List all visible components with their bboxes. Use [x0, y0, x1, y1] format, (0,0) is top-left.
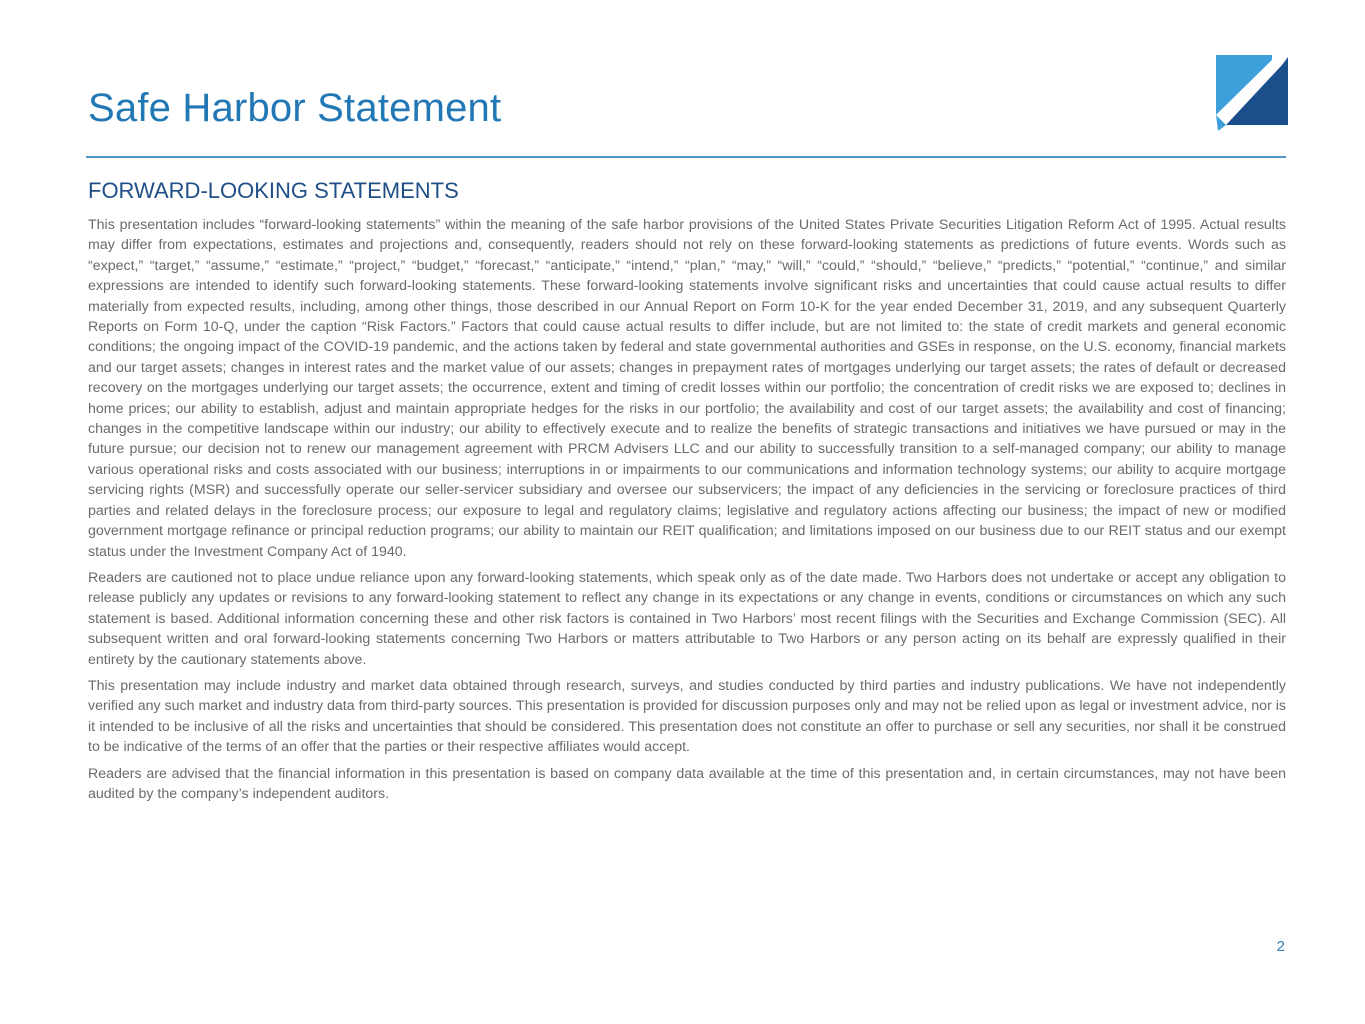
page-number: 2 — [1276, 938, 1285, 955]
section-heading: FORWARD-LOOKING STATEMENTS — [88, 178, 459, 203]
two-harbors-logo-icon — [1216, 55, 1288, 131]
title-divider — [86, 156, 1286, 158]
paragraph-caution: Readers are cautioned not to place undue reliance upon any forward-looking statements, which speak only as of the date made. Two Harbors does not undertake or accept any obligation to release publicly any updates or revisions to any forward-looking statement to reflect any change in its expectations or any change in events, conditions or circumstances on which any such statement is based. Additional information concerning these and other risk factors is contained in Two Harbors’ most recent filings with the Securities and Exchange Commission (SEC). All subsequent written and oral forward-looking statements concerning Two Harbors or matters attributable to Two Harbors or any person acting on its behalf are expressly qualified in their entirety by the cautionary statements above. — [88, 569, 1286, 668]
paragraph-industry-data: This presentation may include industry and market data obtained through research, surveys, and studies conducted by third parties and industry publications. We have not independently verified any such market and industry data from third-party sources. This presentation is provided for discussion purposes only and may not be relied upon as legal or investment advice, nor is it intended to be inclusive of all the risks and uncertainties that should be considered. This presentation does not constitute an offer to purchase or sell any securities, nor shall it be construed to be indicative of the terms of an offer that the parties or their respective affiliates would accept. — [88, 677, 1286, 756]
paragraph-financial-info: Readers are advised that the financial information in this presentation is based on company data available at the time of this presentation and, in certain circumstances, may not have been audited by the company’s independent auditors. — [88, 765, 1286, 802]
body-text — [88, 215, 1286, 810]
paragraph-forward-looking: This presentation includes “forward-looking statements” within the meaning of the safe harbor provisions of the United States Private Securities Litigation Reform Act of 1995. Actual results may differ from expectations, estimates and projections and, consequently, readers should not rely on these forward-looking statements as predictions of future events. Words such as “expect,” “target,” “assume,” “estimate,” “project,” “budget,” “forecast,” “anticipate,” “intend,” “plan,” “may,” “will,” “could,” “should,” “believe,” “predicts,” “potential,” “continue,” and similar expressions are intended to identify such forward-looking statements. These forward-looking statements involve significant risks and uncertainties that could cause actual results to differ materially from expected results, including, among other things, those described in our Annual Report on Form 10-K for the year ended December 31, 2019, and any subsequent Quarterly Reports on Form 10-Q, under the caption “Risk Factors.” Factors that could cause actual results to differ include, but are not limited to: the state of credit markets and general economic conditions; the ongoing impact of the COVID-19 pandemic, and the actions taken by federal and state governmental authorities and GSEs in response, on the U.S. economy, financial markets and our target assets; changes in interest rates and the market value of our assets; changes in prepayment rates of mortgages underlying our target assets; the rates of default or decreased recovery on the mortgages underlying our target assets; the occurrence, extent and timing of credit losses within our portfolio; the concentration of credit risks we are exposed to; declines in home prices; our ability to establish, adjust and maintain appropriate hedges for the risks in our portfolio; the availability and cost of our target assets; the availability and cost of financing; changes in the competitive landscape within our industry; our ability to effectively execute and to realize the benefits of strategic transactions and initiatives we have pursued or may in the future pursue; our decision not to renew our management agreement with PRCM Advisers LLC and our ability to successfully transition to a self-managed company; our ability to manage various operational risks and costs associated with our business; interruptions in or impairments to our communications and information technology systems; our ability to acquire mortgage servicing rights (MSR) and successfully operate our seller-servicer subsidiary and oversee our subservicers; the impact of any deficiencies in the servicing or foreclosure practices of third parties and related delays in the foreclosure process; our exposure to legal and regulatory claims; legislative and regulatory actions affecting our business; the impact of new or modified government mortgage refinance or principal reduction programs; our ability to maintain our REIT qualification; and limitations imposed on our business due to our REIT status and our exempt status under the Investment Company Act of 1940. — [88, 217, 1286, 560]
page-title: Safe Harbor Statement — [88, 86, 502, 130]
